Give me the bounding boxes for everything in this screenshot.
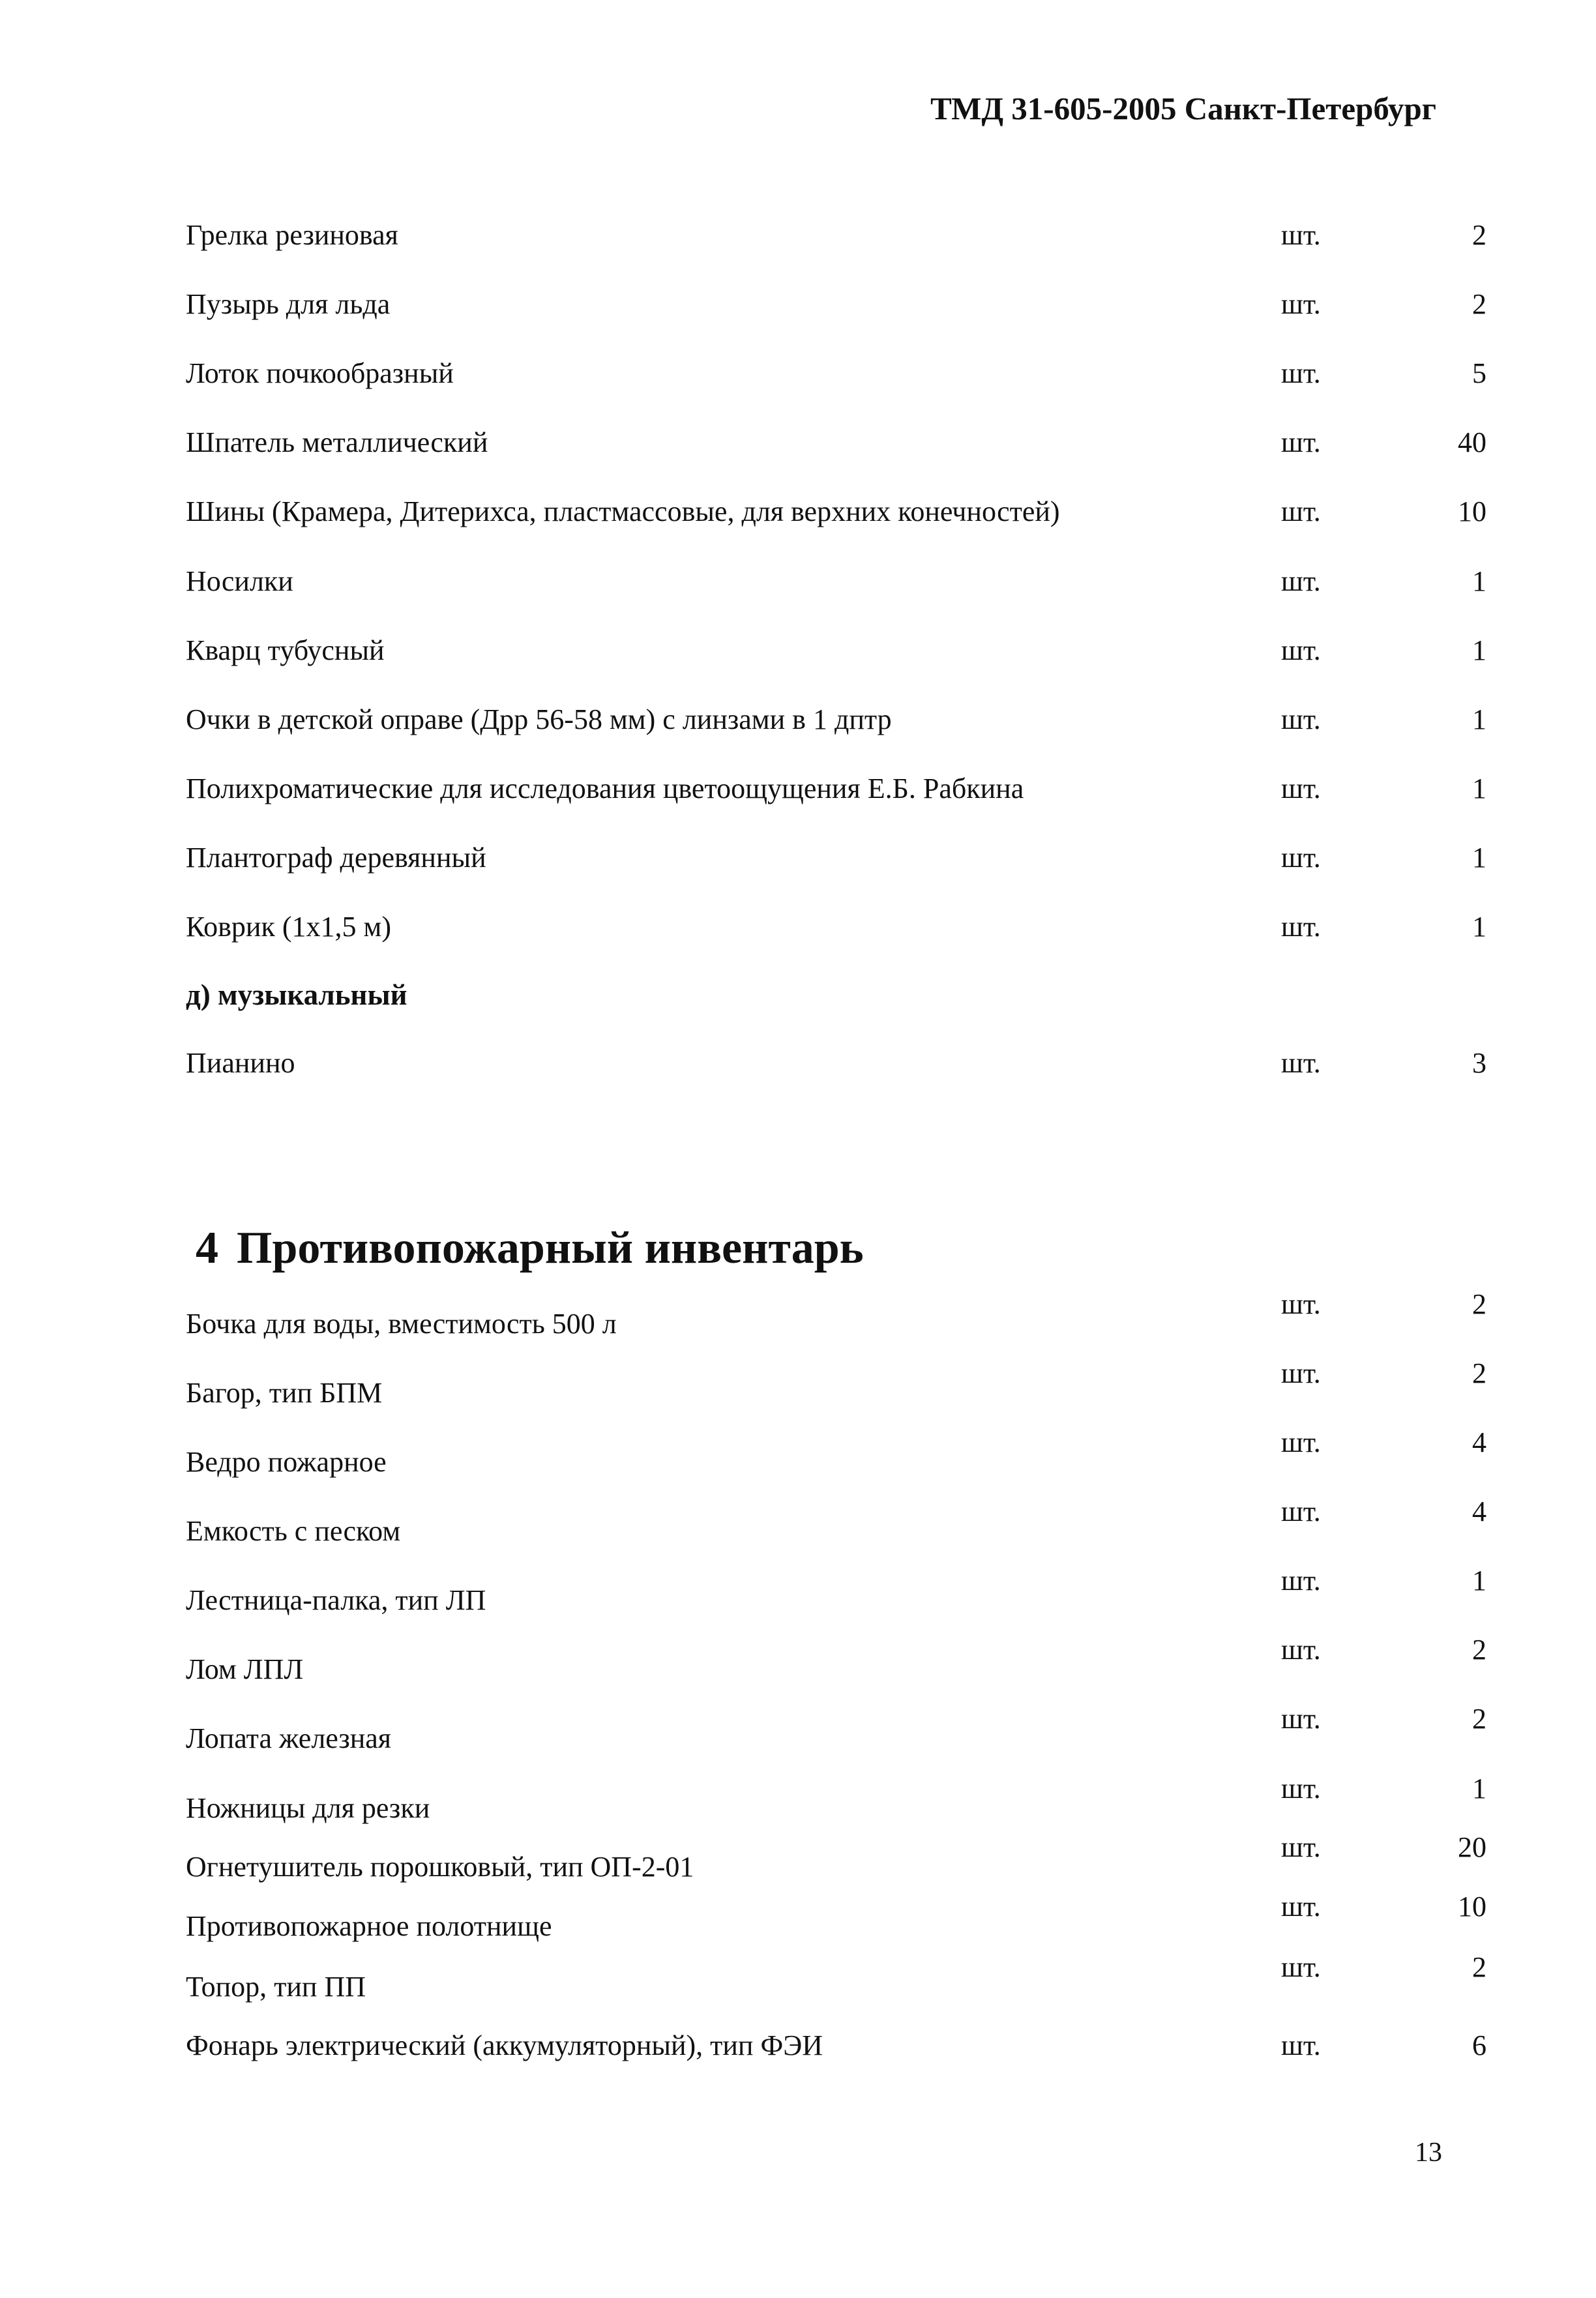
item-name: Лестница-палка, тип ЛП: [186, 1584, 486, 1616]
section-title: [196, 1222, 864, 1274]
list-item: [0, 841, 1596, 880]
document-header: ТМД 31-605-2005 Санкт-Петербург: [930, 91, 1436, 126]
item-quantity: 2: [1472, 1357, 1486, 1389]
item-name: Лом ЛПЛ: [186, 1653, 304, 1685]
list-item: [0, 426, 1596, 465]
item-quantity: 1: [1472, 911, 1486, 943]
list-item: [0, 1891, 1596, 1949]
list-item: [0, 1426, 1596, 1484]
list-item: [0, 218, 1596, 258]
list-item: [0, 634, 1596, 673]
list-item: [0, 1831, 1596, 1889]
list-item: [0, 1495, 1596, 1554]
item-unit: шт.: [1281, 773, 1321, 804]
list-item: [0, 1046, 1596, 1085]
item-unit: шт.: [1281, 911, 1321, 943]
item-unit: шт.: [1281, 703, 1321, 735]
item-unit: шт.: [1281, 1891, 1321, 1922]
item-name: Топор, тип ПП: [186, 1971, 366, 2003]
item-quantity: 1: [1472, 1565, 1486, 1597]
item-quantity: 1: [1472, 565, 1486, 597]
item-name: Бочка для воды, вместимость 500 л: [186, 1308, 617, 1340]
item-quantity: 2: [1472, 219, 1486, 251]
item-unit: шт.: [1281, 1565, 1321, 1597]
item-quantity: 5: [1472, 357, 1486, 389]
item-name: Ведро пожарное: [186, 1446, 387, 1478]
section-title-text: Противопожарный инвентарь: [237, 1223, 864, 1273]
item-unit: шт.: [1281, 219, 1321, 251]
item-unit: шт.: [1281, 842, 1321, 874]
item-name: Ножницы для резки: [186, 1792, 430, 1824]
item-name: Коврик (1х1,5 м): [186, 911, 392, 943]
item-quantity: 1: [1472, 773, 1486, 804]
item-quantity: 2: [1472, 1288, 1486, 1320]
item-unit: шт.: [1281, 1047, 1321, 1079]
item-unit: шт.: [1281, 1288, 1321, 1320]
list-item: [0, 2029, 1596, 2068]
item-unit: шт.: [1281, 1495, 1321, 1527]
item-quantity: 40: [1458, 426, 1486, 458]
list-item: [0, 495, 1596, 534]
item-name: Шпатель металлический: [186, 426, 488, 458]
item-quantity: 6: [1472, 2029, 1486, 2061]
item-name: Носилки: [186, 565, 293, 597]
item-name: Шины (Крамера, Дитерихса, пластмассовые, для верхних конечностей): [186, 495, 1060, 527]
item-unit: шт.: [1281, 565, 1321, 597]
section-number: 4: [196, 1223, 218, 1273]
list-item: [0, 287, 1596, 327]
item-unit: шт.: [1281, 1357, 1321, 1389]
item-quantity: 2: [1472, 1703, 1486, 1735]
item-quantity: 2: [1472, 1634, 1486, 1666]
item-unit: шт.: [1281, 1951, 1321, 1983]
item-name: Багор, тип БПМ: [186, 1377, 383, 1409]
item-quantity: 1: [1472, 842, 1486, 874]
list-item: [0, 1288, 1596, 1346]
item-unit: шт.: [1281, 1426, 1321, 1458]
item-quantity: 4: [1472, 1426, 1486, 1458]
item-unit: шт.: [1281, 634, 1321, 666]
item-name: Грелка резиновая: [186, 219, 398, 251]
item-unit: шт.: [1281, 1831, 1321, 1863]
item-name: Противопожарное полотнище: [186, 1910, 552, 1942]
list-item: [0, 357, 1596, 396]
list-item: [0, 703, 1596, 742]
list-item: [0, 772, 1596, 811]
item-name: Емкость с песком: [186, 1515, 401, 1547]
item-quantity: 4: [1472, 1495, 1486, 1527]
item-quantity: 20: [1458, 1831, 1486, 1863]
item-quantity: 10: [1458, 495, 1486, 527]
item-unit: шт.: [1281, 288, 1321, 320]
item-unit: шт.: [1281, 2029, 1321, 2061]
page-number: 13: [1415, 2138, 1442, 2168]
item-name: Плантограф деревянный: [186, 842, 486, 874]
item-name: Фонарь электрический (аккумуляторный), тип ФЭИ: [186, 2029, 823, 2061]
item-unit: шт.: [1281, 1634, 1321, 1666]
item-quantity: 10: [1458, 1891, 1486, 1922]
item-name: Огнетушитель порошковый, тип ОП-2-01: [186, 1851, 694, 1883]
list-item: [0, 565, 1596, 604]
list-item: [0, 1703, 1596, 1761]
list-item: [0, 1357, 1596, 1415]
item-quantity: 2: [1472, 288, 1486, 320]
item-quantity: 1: [1472, 1773, 1486, 1805]
item-name: Пианино: [186, 1047, 295, 1079]
list-item: [0, 1773, 1596, 1831]
list-item: [0, 1951, 1596, 2009]
item-quantity: 3: [1472, 1047, 1486, 1079]
item-name: Очки в детской оправе (Дрр 56-58 мм) с линзами в 1 дптр: [186, 703, 892, 735]
item-quantity: 2: [1472, 1951, 1486, 1983]
item-unit: шт.: [1281, 1703, 1321, 1735]
list-item: [0, 910, 1596, 949]
item-name: Полихроматические для исследования цветоощущения Е.Б. Рабкина: [186, 773, 1024, 804]
item-name: Пузырь для льда: [186, 288, 391, 320]
list-item: [0, 1634, 1596, 1692]
item-quantity: 1: [1472, 703, 1486, 735]
list-item: [0, 1565, 1596, 1623]
subsection-heading: д) музыкальный: [186, 979, 407, 1011]
item-unit: шт.: [1281, 426, 1321, 458]
item-name: Лопата железная: [186, 1722, 392, 1754]
item-unit: шт.: [1281, 1773, 1321, 1805]
item-unit: шт.: [1281, 495, 1321, 527]
item-quantity: 1: [1472, 634, 1486, 666]
item-name: Кварц тубусный: [186, 634, 385, 666]
item-unit: шт.: [1281, 357, 1321, 389]
item-name: Лоток почкообразный: [186, 357, 454, 389]
